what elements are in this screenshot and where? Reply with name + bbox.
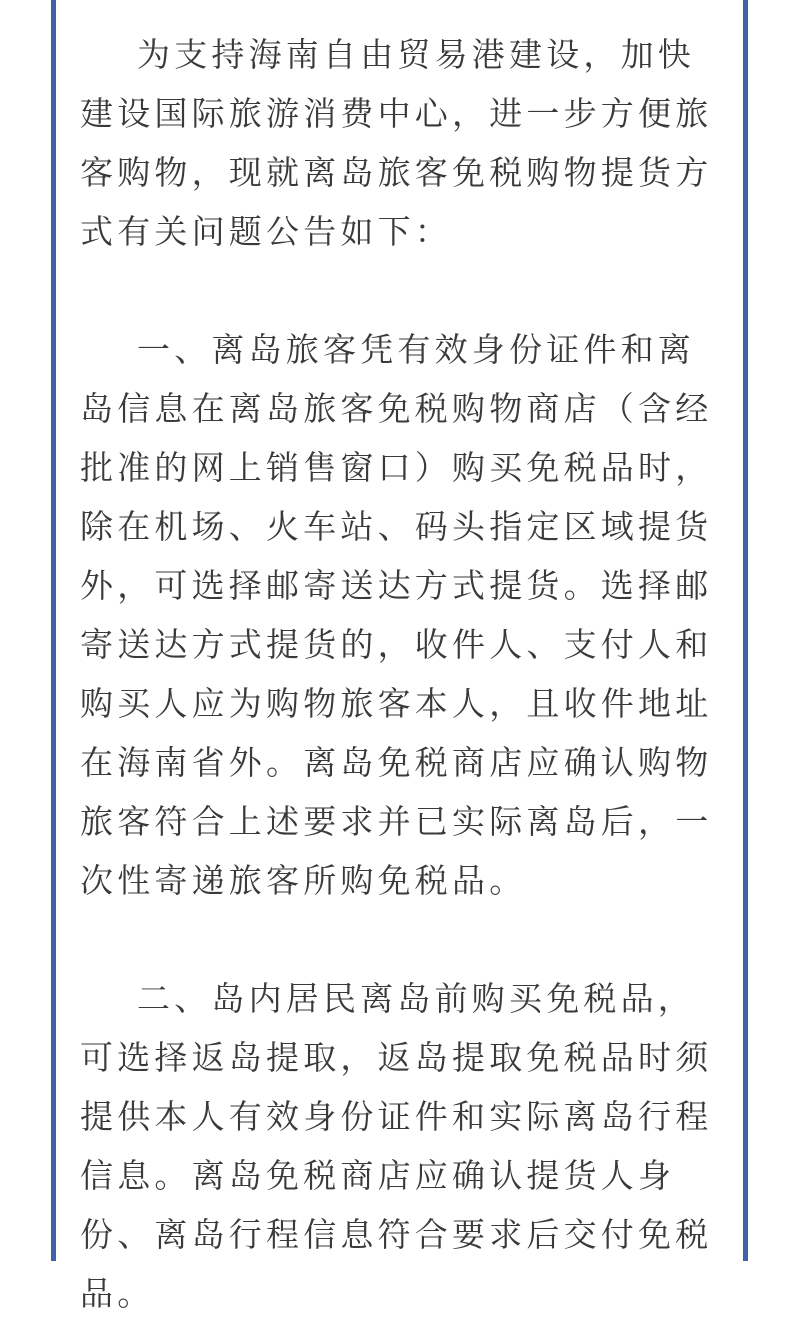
article-one-paragraph: 一、离岛旅客凭有效身份证件和离岛信息在离岛旅客免税购物商店（含经批准的网上销售窗口）购买免税品时，除在机场、火车站、码头指定区域提货外，可选择邮寄送达方式提货。选择邮寄送达方式提货的，收件人、支付人和购买人应为购物旅客本人，且收件地址在海南省外。离岛免税商店应确认购物旅客符合上述要求并已实际离岛后，一次性寄递旅客所购免税品。 (80, 330, 713, 900)
intro-paragraph: 为支持海南自由贸易港建设，加快建设国际旅游消费中心，进一步方便旅客购物，现就离岛旅客免税购物提货方式有关问题公告如下： (80, 35, 713, 251)
announcement-body (80, 25, 725, 1323)
article-two-paragraph: 二、岛内居民离岛前购买免税品，可选择返岛提取，返岛提取免税品时须提供本人有效身份证件和实际离岛行程信息。离岛免税商店应确认提货人身份、离岛行程信息符合要求后交付免税品。 (80, 979, 713, 1313)
right-border-line (743, 0, 748, 1261)
left-border-line (51, 0, 56, 1261)
